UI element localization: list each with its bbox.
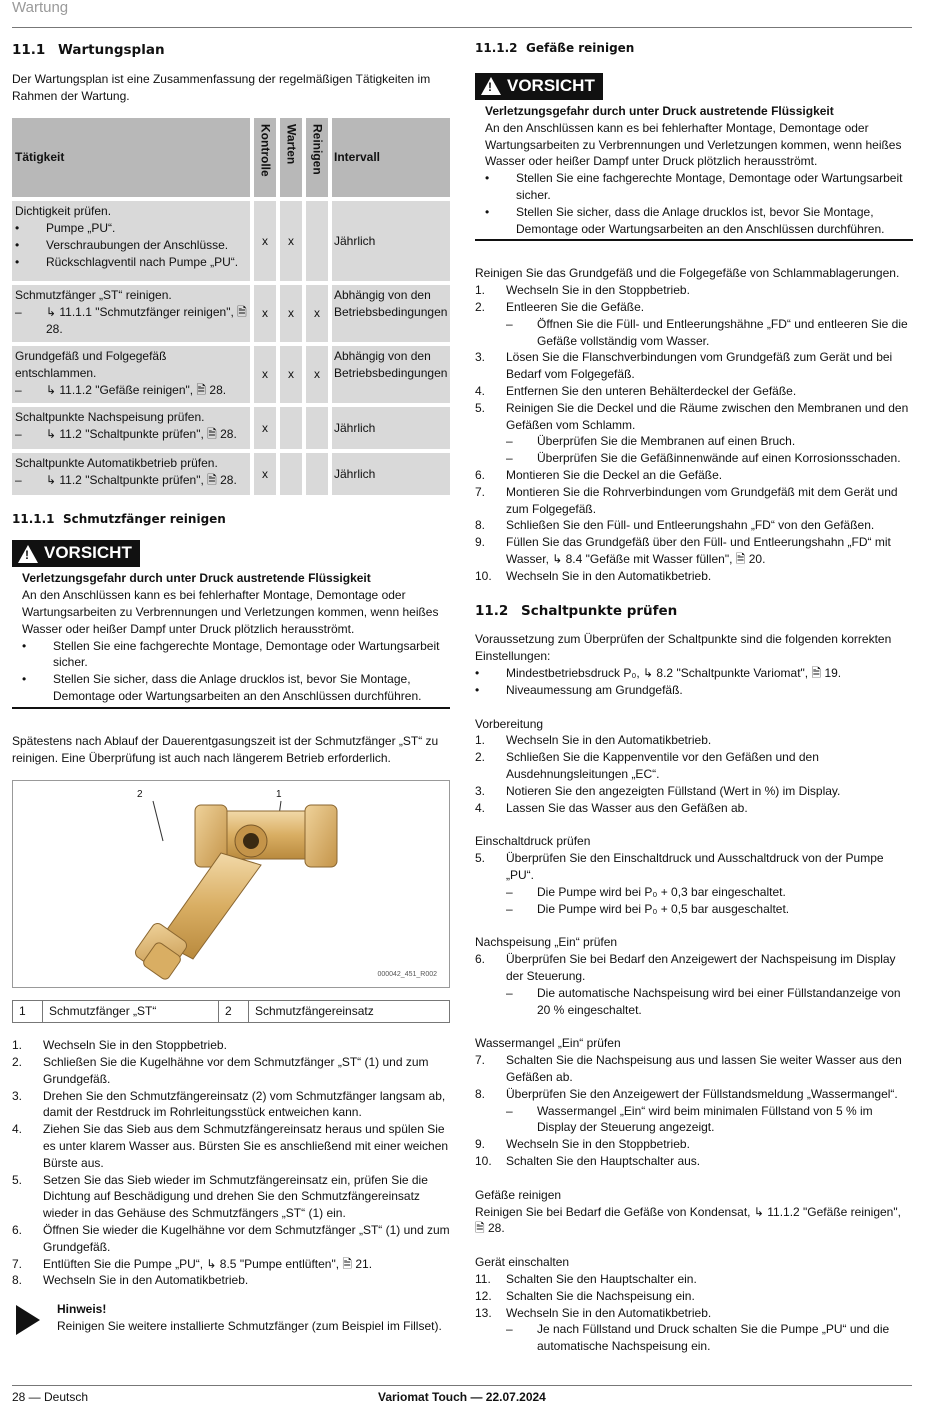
list-item bbox=[475, 1305, 913, 1322]
footer-rule bbox=[12, 1385, 912, 1386]
figure-code: 000042_451_R002 bbox=[377, 971, 437, 979]
list-item bbox=[475, 1052, 913, 1086]
warning-title: Verletzungsgefahr durch unter Druck austretende Flüssigkeit bbox=[485, 104, 834, 119]
step-number: 6. bbox=[475, 468, 486, 483]
task-text: ↳ 11.2 "Schaltpunkte prüfen", 🗎 28. bbox=[46, 427, 237, 442]
task-line bbox=[15, 203, 247, 220]
strainer-steps bbox=[12, 1037, 450, 1289]
task-text: ↳ 11.1.2 "Gefäße reinigen", 🗎 28. bbox=[46, 382, 227, 397]
task-line bbox=[15, 409, 247, 426]
step-text: Wechseln Sie in den Automatikbetrieb. bbox=[506, 733, 712, 748]
task-cell bbox=[12, 285, 254, 342]
ge-steps bbox=[475, 1271, 913, 1355]
warning-box-left bbox=[12, 540, 450, 709]
gefaesse-text: Reinigen Sie bei Bedarf die Gefäße von Kondensat, ↳ 11.1.2 "Gefäße reinigen", 🗎 28. bbox=[475, 1204, 901, 1236]
step-text: Entfernen Sie den unteren Behälterdeckel der Gefäße. bbox=[506, 384, 797, 399]
mark-cell-k: x bbox=[254, 453, 280, 495]
step-text: Wechseln Sie in den Stoppbetrieb. bbox=[506, 1137, 690, 1152]
list-item bbox=[12, 1121, 450, 1171]
list-item bbox=[12, 1222, 450, 1256]
step-text: Wechseln Sie in den Stoppbetrieb. bbox=[43, 1038, 227, 1053]
list-item bbox=[12, 1272, 450, 1289]
task-line bbox=[15, 254, 247, 271]
header-intervall: Intervall bbox=[332, 118, 450, 197]
list-item bbox=[475, 901, 913, 918]
task-cell bbox=[12, 453, 254, 495]
interval-cell: Jährlich bbox=[332, 407, 450, 449]
list-item bbox=[475, 1271, 913, 1288]
step-text: Überprüfen Sie die Membranen auf einen Bruch. bbox=[537, 434, 796, 449]
step-text: Setzen Sie das Sieb wieder im Schmutzfängereinsatz ein, prüfen Sie die Dichtung auf Beschädigung und drehen Sie den Schmutzfängereinsatz wieder in das Gehäuse des Schmutzfängers „ST“ (1) ein. bbox=[43, 1172, 428, 1221]
step-text: Montieren Sie die Rohrverbindungen vom Grundgefäß mit dem Gerät und zum Folgegefäß. bbox=[506, 484, 898, 516]
mark-cell-w: x bbox=[280, 346, 306, 403]
hint-box bbox=[12, 1301, 450, 1341]
step-text: Entlüften Sie die Pumpe „PU“, ↳ 8.5 "Pumpe entlüften", 🗎 21. bbox=[43, 1256, 373, 1271]
hint-arrow-icon bbox=[16, 1305, 40, 1335]
section-heading-11-1-1: 11.1.1 Schmutzfänger reinigen bbox=[12, 512, 226, 527]
list-item bbox=[12, 1088, 450, 1122]
list-item bbox=[475, 951, 913, 985]
step-number: – bbox=[506, 985, 513, 1000]
right-column bbox=[475, 40, 913, 1355]
mark-cell-k: x bbox=[254, 285, 280, 342]
warning-triangle-icon: ! bbox=[481, 77, 501, 95]
step-number: 13. bbox=[475, 1305, 492, 1320]
list-item bbox=[475, 400, 913, 434]
list-item bbox=[475, 749, 913, 783]
warning-title: Verletzungsgefahr durch unter Druck austretende Flüssigkeit bbox=[22, 571, 371, 586]
step-text: Lassen Sie das Wasser aus den Gefäßen ab. bbox=[506, 800, 748, 815]
list-item bbox=[475, 850, 913, 884]
task-marker: – bbox=[15, 427, 22, 442]
interval-cell: Jährlich bbox=[332, 201, 450, 281]
strainer-paragraph: Spätestens nach Ablauf der Dauerentgasungszeit ist der Schmutzfänger „ST“ zu reinigen. Eine Überprüfung ist auch nach längerem Betrieb erforderlich. bbox=[12, 733, 439, 765]
wartungsplan-intro: Der Wartungsplan ist eine Zusammenfassung der regelmäßigen Tätigkeiten im Rahmen der Wartung. bbox=[12, 71, 431, 103]
list-item bbox=[475, 1288, 913, 1305]
step-number: 7. bbox=[475, 1053, 486, 1068]
step-number: – bbox=[506, 1103, 513, 1118]
list-item: • Stellen Sie sicher, dass die Anlage drucklos ist, bevor Sie Montage, Demontage oder Wartungsarbeiten an den Anschlüssen durchführen. bbox=[485, 204, 885, 236]
header-kontrolle: Kontrolle bbox=[254, 118, 280, 197]
step-text: Schalten Sie den Hauptschalter aus. bbox=[506, 1153, 701, 1168]
step-text: Reinigen Sie die Deckel und die Räume zwischen den Membranen und den Gefäßen vom Schlamm. bbox=[506, 400, 909, 432]
list-item bbox=[475, 517, 913, 534]
task-line bbox=[15, 472, 247, 489]
list-item bbox=[475, 282, 913, 299]
list-item: • Stellen Sie sicher, dass die Anlage drucklos ist, bevor Sie Montage, Demontage oder Wartungsarbeiten an den Anschlüssen durchführen. bbox=[22, 672, 422, 704]
mark-cell-r bbox=[306, 453, 332, 495]
mark-cell-r bbox=[306, 201, 332, 281]
step-number: – bbox=[506, 434, 513, 449]
legend-num-2: 2 bbox=[219, 1001, 249, 1023]
step-text: Öffnen Sie die Füll- und Entleerungshähne „FD“ und entleeren Sie die Gefäße vollständig vom Wasser. bbox=[537, 316, 908, 348]
mark-cell-k: x bbox=[254, 201, 280, 281]
task-text: Verschraubungen der Anschlüsse. bbox=[46, 237, 229, 252]
list-item bbox=[475, 568, 913, 585]
step-number: – bbox=[506, 1322, 513, 1337]
list-item bbox=[475, 467, 913, 484]
subheading-gefaesse: Gefäße reinigen bbox=[475, 1187, 562, 1202]
task-text: ↳ 11.1.1 "Schmutzfänger reinigen", 🗎 28. bbox=[46, 305, 247, 336]
step-text: Schalten Sie die Nachspeisung aus und lassen Sie weiter Wasser aus den Gefäßen ab. bbox=[506, 1053, 902, 1084]
task-text: Schaltpunkte Automatikbetrieb prüfen. bbox=[15, 456, 218, 471]
section-heading-11-1-2: 11.1.2 Gefäße reinigen bbox=[475, 41, 635, 55]
list-item: • Stellen Sie eine fachgerechte Montage, Demontage oder Wartungsarbeit sicher. bbox=[22, 638, 440, 670]
task-text: Pumpe „PU“. bbox=[46, 221, 116, 236]
task-line bbox=[15, 382, 247, 399]
step-number: 4. bbox=[475, 384, 486, 399]
vessel-intro: Reinigen Sie das Grundgefäß und die Folgegefäße von Schlammablagerungen. bbox=[475, 266, 900, 281]
task-line bbox=[15, 220, 247, 237]
warning-box-right bbox=[475, 73, 913, 242]
step-number: 6. bbox=[475, 952, 486, 967]
step-text: Schließen Sie die Kappenventile vor den Gefäßen und den Ausdehnungsleitungen „EC“. bbox=[506, 750, 819, 781]
interval-cell: Jährlich bbox=[332, 453, 450, 495]
list-item: • Mindestbetriebsdruck P₀, ↳ 8.2 "Schaltpunkte Variomat", 🗎 19. bbox=[475, 666, 842, 680]
step-number: 2. bbox=[475, 300, 486, 315]
task-marker: – bbox=[15, 473, 22, 488]
list-item bbox=[475, 433, 913, 450]
task-line bbox=[15, 237, 247, 254]
step-text: Schalten Sie den Hauptschalter ein. bbox=[506, 1271, 697, 1286]
step-text: Lösen Sie die Flanschverbindungen vom Grundgefäß zum Gerät und bei Bedarf vom Folgegefäß. bbox=[506, 350, 893, 382]
list-item bbox=[475, 985, 913, 1019]
mark-cell-w: x bbox=[280, 201, 306, 281]
list-item bbox=[12, 1172, 450, 1222]
figure-label-1: 1 bbox=[276, 789, 282, 801]
list-item bbox=[12, 1256, 450, 1273]
mark-cell-w bbox=[280, 453, 306, 495]
step-number: 9. bbox=[475, 1137, 486, 1152]
step-number: 11. bbox=[475, 1271, 491, 1286]
step-text: Überprüfen Sie bei Bedarf den Anzeigewert der Nachspeisung im Display der Steuerung. bbox=[506, 952, 896, 983]
table-row bbox=[12, 201, 450, 281]
hint-title: Hinweis! bbox=[57, 1302, 107, 1317]
mark-cell-r bbox=[306, 407, 332, 449]
task-line bbox=[15, 426, 247, 443]
step-number: 9. bbox=[475, 535, 486, 550]
step-text: Wechseln Sie in den Automatikbetrieb. bbox=[506, 568, 712, 583]
interval-cell: Abhängig von den Betriebsbedingungen bbox=[332, 285, 450, 342]
task-text: Dichtigkeit prüfen. bbox=[15, 204, 112, 219]
table-row bbox=[12, 346, 450, 403]
step-number: – bbox=[506, 901, 513, 916]
list-item bbox=[475, 732, 913, 749]
interval-cell: Abhängig von den Betriebsbedingungen bbox=[332, 346, 450, 403]
table-row bbox=[12, 453, 450, 495]
step-text: Montieren Sie die Deckel an die Gefäße. bbox=[506, 468, 723, 483]
header-rule bbox=[12, 27, 912, 28]
mark-cell-k: x bbox=[254, 407, 280, 449]
step-number: 5. bbox=[12, 1172, 23, 1187]
warning-bullets bbox=[485, 170, 913, 237]
list-item bbox=[475, 1321, 913, 1355]
figure-legend bbox=[12, 1000, 450, 1023]
task-line bbox=[15, 304, 247, 338]
task-marker: – bbox=[15, 305, 22, 320]
table-row bbox=[13, 1001, 450, 1023]
subheading-geraet: Gerät einschalten bbox=[475, 1255, 570, 1270]
step-number: 6. bbox=[12, 1223, 23, 1238]
subheading-einschaltdruck: Einschaltdruck prüfen bbox=[475, 834, 591, 849]
list-item bbox=[475, 299, 913, 316]
warning-badge: ! VORSICHT bbox=[12, 540, 140, 567]
list-item bbox=[475, 783, 913, 800]
hint-text: Reinigen Sie weitere installierte Schmutzfänger (zum Beispiel im Fillset). bbox=[57, 1319, 442, 1333]
header-reinigen: Reinigen bbox=[306, 118, 332, 197]
list-item bbox=[475, 1136, 913, 1153]
task-text: Grundgefäß und Folgegefäß entschlammen. bbox=[15, 349, 167, 381]
strainer-figure bbox=[12, 780, 450, 988]
running-header: Wartung bbox=[12, 0, 69, 16]
step-text: Wechseln Sie in den Automatikbetrieb. bbox=[43, 1273, 249, 1288]
list-item bbox=[475, 884, 913, 901]
header-taetigkeit: Tätigkeit bbox=[12, 118, 254, 197]
step-number: 5. bbox=[475, 400, 486, 415]
step-text: Wechseln Sie in den Automatikbetrieb. bbox=[506, 1305, 712, 1320]
legend-text-2: Schmutzfängereinsatz bbox=[249, 1001, 450, 1023]
legend-text-1: Schmutzfänger „ST“ bbox=[43, 1001, 219, 1023]
subheading-vorbereitung: Vorbereitung bbox=[475, 716, 544, 731]
section-heading-11-2: 11.2 Schaltpunkte prüfen bbox=[475, 602, 678, 619]
task-text: Schmutzfänger „ST“ reinigen. bbox=[15, 288, 172, 303]
list-item bbox=[475, 349, 913, 383]
list-item bbox=[475, 1103, 913, 1137]
step-text: Überprüfen Sie den Einschaltdruck und Ausschaltdruck von der Pumpe „PU“. bbox=[506, 851, 884, 882]
list-item bbox=[475, 800, 913, 817]
step-number: 5. bbox=[475, 851, 486, 866]
list-item bbox=[475, 1153, 913, 1170]
step-number: – bbox=[506, 884, 513, 899]
task-text: Rückschlagventil nach Pumpe „PU“. bbox=[46, 254, 239, 269]
step-number: 4. bbox=[475, 800, 486, 815]
list-item: • Niveaumessung am Grundgefäß. bbox=[475, 682, 683, 697]
warning-triangle-icon: ! bbox=[18, 545, 38, 563]
step-number: 1. bbox=[12, 1038, 23, 1053]
maintenance-table-body bbox=[12, 197, 450, 495]
step-number: 1. bbox=[475, 283, 486, 298]
step-text: Schließen Sie den Füll- und Entleerungshahn „FD“ von den Gefäßen. bbox=[506, 518, 875, 533]
step-text: Überprüfen Sie die Gefäßinnenwände auf einen Korrosionsschaden. bbox=[537, 451, 901, 466]
ein-steps bbox=[475, 850, 913, 917]
task-marker: • bbox=[15, 221, 20, 236]
step-number: – bbox=[506, 451, 513, 466]
warning-text: An den Anschlüssen kann es bei fehlerhafter Montage, Demontage oder Wartungsarbeiten zu Verbrennungen und Verletzungen kommen, wenn heißes Wasser oder heißer Dampf unter Druck plötzlich herausströmt. bbox=[485, 120, 902, 169]
switchpoints-bullets bbox=[475, 665, 913, 699]
step-text: Die automatische Nachspeisung wird bei einer Füllstandanzeige von 20 % eingeschaltet. bbox=[537, 985, 901, 1017]
step-number: 10. bbox=[475, 568, 492, 583]
step-text: Drehen Sie den Schmutzfängereinsatz (2) vom Schmutzfänger langsam ab, damit der Restdruck im Rohrleitungsstück entweichen kann. bbox=[43, 1088, 446, 1120]
step-text: Die Pumpe wird bei P₀ + 0,5 bar ausgeschaltet. bbox=[537, 901, 790, 916]
step-text: Notieren Sie den angezeigten Füllstand (Wert in %) im Display. bbox=[506, 783, 841, 798]
legend-num-1: 1 bbox=[13, 1001, 43, 1023]
task-marker: • bbox=[15, 237, 20, 252]
prep-steps bbox=[475, 732, 913, 816]
step-text: Überprüfen Sie den Anzeigewert der Füllstandsmeldung „Wassermangel“. bbox=[506, 1086, 898, 1101]
step-number: 3. bbox=[475, 783, 486, 798]
step-text: Füllen Sie das Grundgefäß über den Füll- und Entleerungshahn „FD“ mit Wasser, ↳ 8.4 "Gefäße mit Wasser füllen", 🗎 20. bbox=[506, 535, 891, 567]
list-item bbox=[475, 316, 913, 350]
footer-page: 28 — Deutsch bbox=[12, 1390, 89, 1404]
step-text: Schließen Sie die Kugelhähne vor dem Schmutzfänger „ST“ (1) und zum Grundgefäß. bbox=[43, 1055, 429, 1086]
subheading-nachspeisung: Nachspeisung „Ein“ prüfen bbox=[475, 935, 618, 950]
task-line bbox=[15, 287, 247, 304]
step-number: 3. bbox=[475, 350, 486, 365]
task-line bbox=[15, 455, 247, 472]
task-cell bbox=[12, 201, 254, 281]
list-item bbox=[475, 534, 913, 568]
step-number: 10. bbox=[475, 1153, 492, 1168]
task-marker: • bbox=[15, 254, 20, 269]
step-text: Entleeren Sie die Gefäße. bbox=[506, 300, 645, 315]
list-item bbox=[475, 383, 913, 400]
step-number: 8. bbox=[475, 518, 486, 533]
mark-cell-w: x bbox=[280, 285, 306, 342]
step-number: 1. bbox=[475, 733, 486, 748]
maintenance-table bbox=[12, 118, 450, 495]
list-item bbox=[475, 450, 913, 467]
step-number: 8. bbox=[12, 1273, 23, 1288]
table-header-row bbox=[12, 118, 450, 197]
task-text: ↳ 11.2 "Schaltpunkte prüfen", 🗎 28. bbox=[46, 473, 237, 488]
list-item: • Stellen Sie eine fachgerechte Montage, Demontage oder Wartungsarbeit sicher. bbox=[485, 171, 903, 203]
step-number: 7. bbox=[12, 1256, 23, 1271]
list-item bbox=[475, 484, 913, 518]
mark-cell-k: x bbox=[254, 346, 280, 403]
section-heading-11-1: 11.1 Wartungsplan bbox=[12, 42, 165, 58]
strainer-illustration bbox=[13, 781, 449, 987]
step-number: 4. bbox=[12, 1122, 23, 1137]
step-number: 2. bbox=[12, 1055, 23, 1070]
step-text: Wassermangel „Ein“ wird beim minimalen Füllstand von 5 % im Display der Steuerung angezeigt. bbox=[537, 1103, 873, 1135]
warning-text: An den Anschlüssen kann es bei fehlerhafter Montage, Demontage oder Wartungsarbeiten zu Verbrennungen und Verletzungen kommen, wenn heißes Wasser oder heißer Dampf unter Druck plötzlich herausströmt. bbox=[22, 588, 439, 636]
step-text: Öffnen Sie wieder die Kugelhähne vor dem Schmutzfänger „ST“ (1) und zum Grundgefäß. bbox=[43, 1223, 450, 1254]
wm-steps bbox=[475, 1052, 913, 1170]
list-item bbox=[475, 1086, 913, 1103]
step-number: 7. bbox=[475, 484, 486, 499]
switchpoints-intro: Voraussetzung zum Überprüfen der Schaltpunkte sind die folgenden korrekten Einstellungen: bbox=[475, 632, 892, 664]
step-number: – bbox=[506, 316, 513, 331]
warning-badge: ! VORSICHT bbox=[475, 73, 603, 100]
table-row bbox=[12, 285, 450, 342]
step-text: Wechseln Sie in den Stoppbetrieb. bbox=[506, 283, 690, 298]
left-column bbox=[12, 42, 450, 1341]
task-marker: – bbox=[15, 382, 22, 397]
table-row bbox=[12, 407, 450, 449]
footer-doc: Variomat Touch — 22.07.2024 bbox=[378, 1390, 546, 1404]
subheading-wassermangel: Wassermangel „Ein“ prüfen bbox=[475, 1036, 621, 1051]
mark-cell-w bbox=[280, 407, 306, 449]
step-number: 12. bbox=[475, 1288, 492, 1303]
figure-label-2: 2 bbox=[137, 789, 143, 801]
step-text: Je nach Füllstand und Druck schalten Sie die Pumpe „PU“ und die automatische Nachspeisung ein. bbox=[537, 1322, 890, 1354]
mark-cell-r: x bbox=[306, 285, 332, 342]
vessel-steps bbox=[475, 282, 913, 584]
nach-steps bbox=[475, 951, 913, 1018]
task-cell bbox=[12, 346, 254, 403]
step-text: Die Pumpe wird bei P₀ + 0,3 bar eingeschaltet. bbox=[537, 884, 786, 899]
task-line bbox=[15, 348, 247, 382]
list-item bbox=[12, 1054, 450, 1088]
task-text: Schaltpunkte Nachspeisung prüfen. bbox=[15, 410, 205, 425]
step-number: 2. bbox=[475, 750, 486, 765]
step-number: 3. bbox=[12, 1088, 23, 1103]
step-text: Ziehen Sie das Sieb aus dem Schmutzfängereinsatz heraus und spülen Sie es unter klarem Wasser aus. Bürsten Sie es anschließend mit einer weichen Bürste aus. bbox=[43, 1122, 449, 1170]
list-item bbox=[12, 1037, 450, 1054]
step-text: Schalten Sie die Nachspeisung ein. bbox=[506, 1288, 695, 1303]
task-cell bbox=[12, 407, 254, 449]
header-warten: Warten bbox=[280, 118, 306, 197]
step-number: 8. bbox=[475, 1086, 486, 1101]
mark-cell-r: x bbox=[306, 346, 332, 403]
warning-bullets bbox=[22, 638, 450, 705]
